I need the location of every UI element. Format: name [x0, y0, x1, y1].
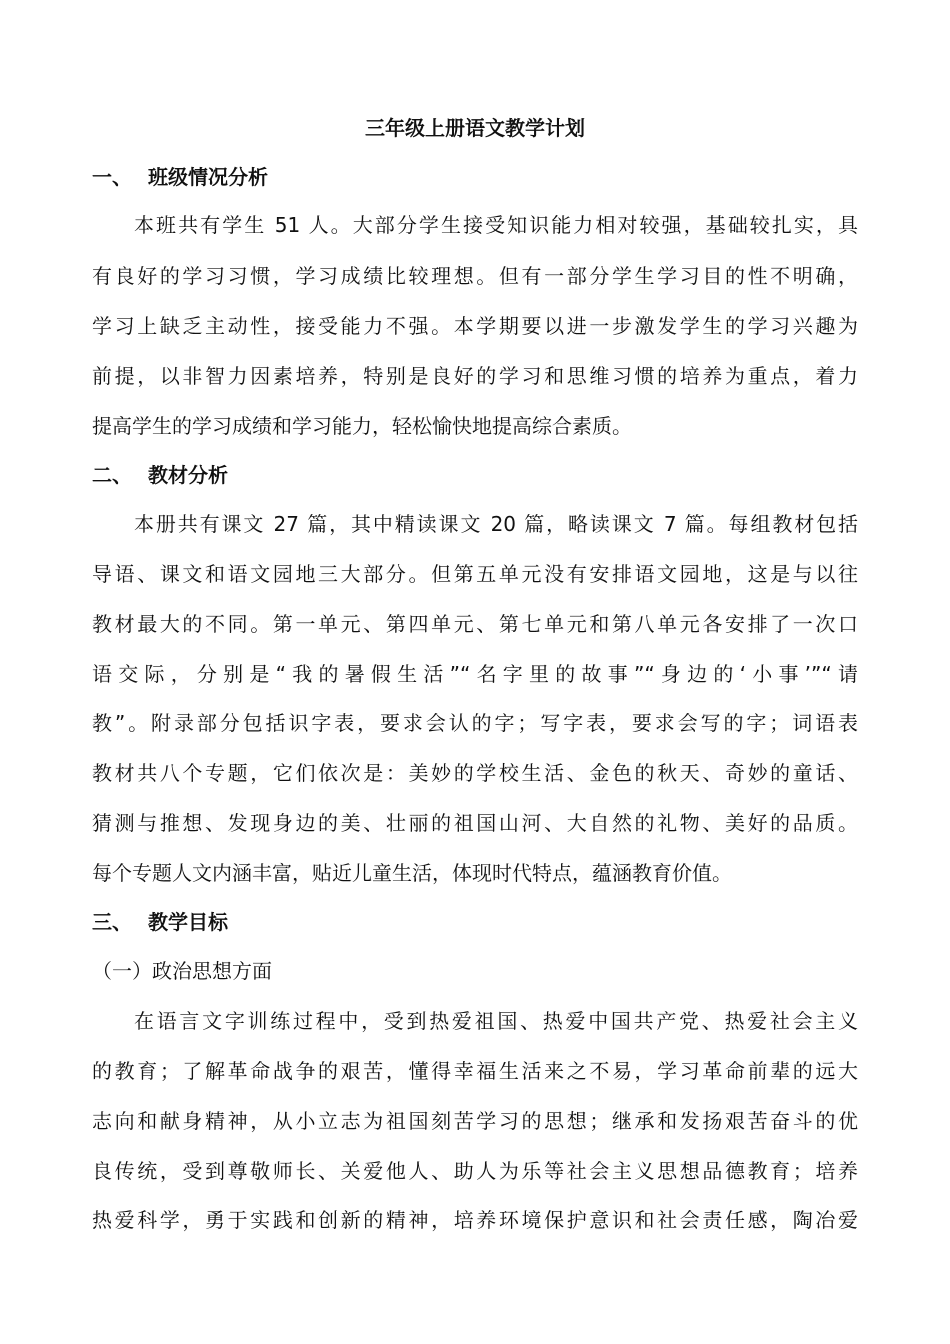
- section-title: 教材分析: [148, 463, 228, 487]
- section-number: 三、: [92, 910, 132, 934]
- section-number: 二、: [92, 463, 132, 487]
- paragraph-line: 每个专题人文内涵丰富，贴近儿童生活，体现时代特点，蕴涵教育价值。: [92, 861, 732, 885]
- paragraph-line: 提高学生的学习成绩和学习能力，轻松愉快地提高综合素质。: [92, 414, 632, 438]
- section-title: 教学目标: [148, 910, 228, 934]
- paragraph-line: 本班共有学生 51 人。大部分学生接受知识能力相对较强，基础较扎实，具: [134, 213, 858, 237]
- document-title: 三年级上册语文教学计划: [365, 116, 585, 140]
- paragraph-line: 学习上缺乏主动性，接受能力不强。本学期要以进一步激发学生的学习兴趣为: [92, 314, 858, 338]
- paragraph-line: 有良好的学习习惯，学习成绩比较理想。但有一部分学生学习目的性不明确，: [92, 264, 858, 288]
- paragraph-line: 前提，以非智力因素培养，特别是良好的学习和思维习惯的培养为重点，着力: [92, 364, 858, 388]
- paragraph-line: 在语言文字训练过程中，受到热爱祖国、热爱中国共产党、热爱社会主义: [134, 1009, 858, 1033]
- paragraph-line: 教”。附录部分包括识字表，要求会认的字；写字表，要求会写的字；词语表: [92, 711, 858, 735]
- subsection-heading: （一）政治思想方面: [92, 959, 272, 983]
- paragraph-line: 猜测与推想、发现身边的美、壮丽的祖国山河、大自然的礼物、美好的品质。: [92, 811, 858, 835]
- section-title: 班级情况分析: [148, 165, 268, 189]
- paragraph-line: 热爱科学，勇于实践和创新的精神，培养环境保护意识和社会责任感，陶冶爱: [92, 1208, 858, 1232]
- paragraph-line: 语交际，分别是“我的暑假生活”“名字里的故事”“身边的‘小事’”“请: [92, 662, 858, 686]
- section-number: 一、: [92, 165, 132, 189]
- paragraph-line: 教材共八个专题，它们依次是：美妙的学校生活、金色的秋天、奇妙的童话、: [92, 761, 858, 785]
- section-heading-textbook-analysis: [92, 461, 228, 489]
- section-heading-class-analysis: [92, 163, 268, 191]
- paragraph-line: 教材最大的不同。第一单元、第四单元、第七单元和第八单元各安排了一次口: [92, 612, 858, 636]
- paragraph-line: 良传统，受到尊敬师长、关爱他人、助人为乐等社会主义思想品德教育；培养: [92, 1159, 858, 1183]
- paragraph-line: 志向和献身精神，从小立志为祖国刻苦学习的思想；继承和发扬艰苦奋斗的优: [92, 1109, 858, 1133]
- paragraph-line: 本册共有课文 27 篇，其中精读课文 20 篇，略读课文 7 篇。每组教材包括: [134, 512, 858, 536]
- section-heading-teaching-goals: [92, 908, 228, 936]
- paragraph-line: 的教育；了解革命战争的艰苦，懂得幸福生活来之不易，学习革命前辈的远大: [92, 1059, 858, 1083]
- paragraph-line: 导语、课文和语文园地三大部分。但第五单元没有安排语文园地，这是与以往: [92, 562, 858, 586]
